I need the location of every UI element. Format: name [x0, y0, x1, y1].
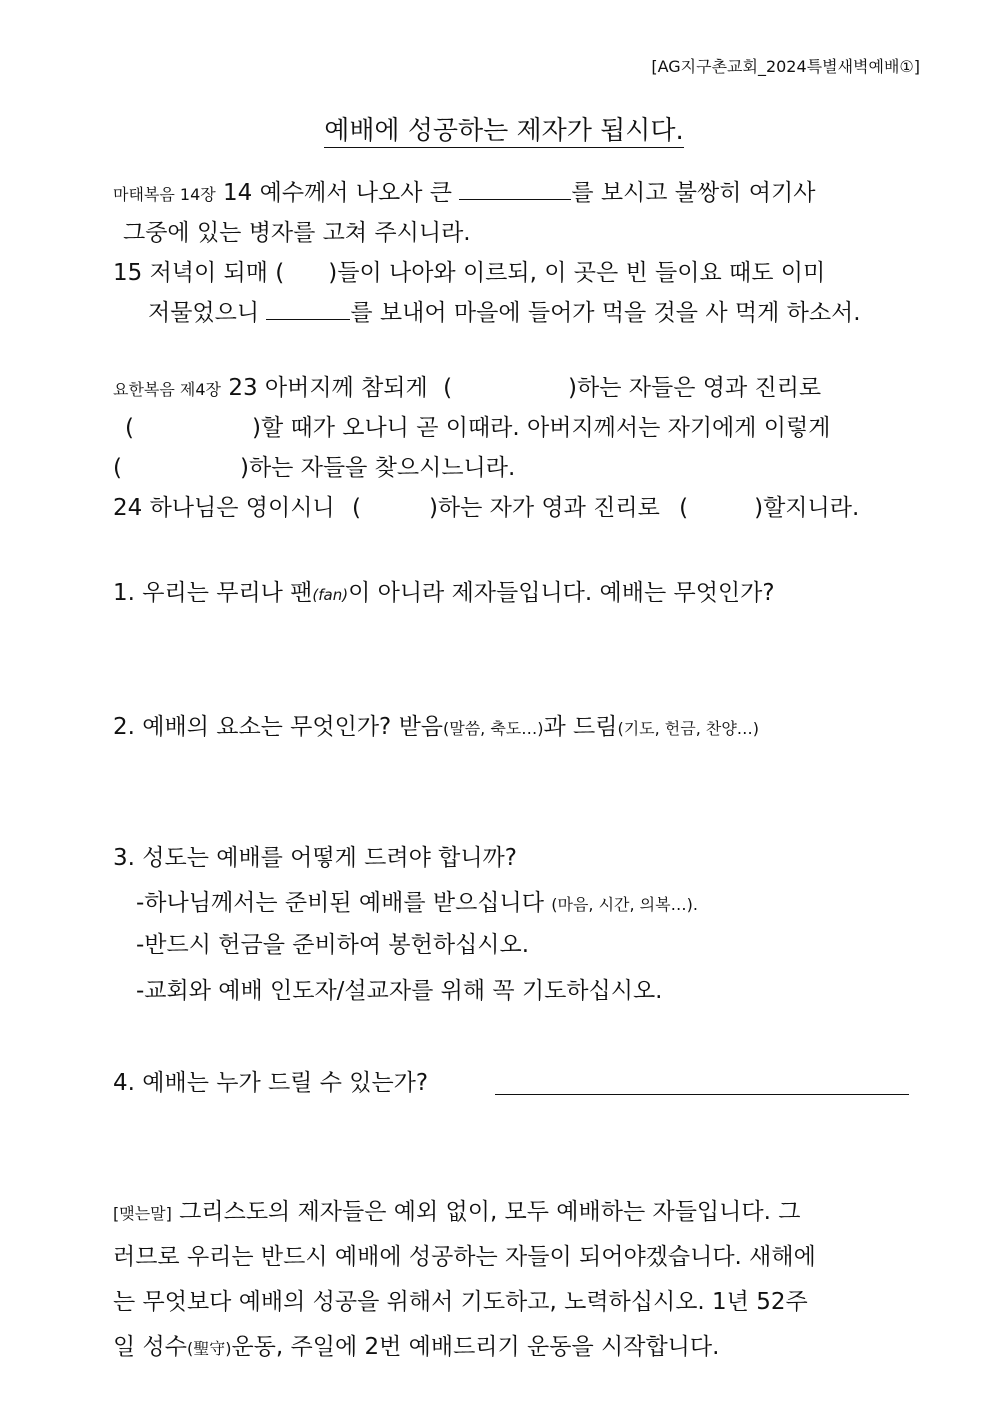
closing-label: [맺는말]: [113, 1204, 172, 1223]
answer-blank: [459, 181, 571, 200]
closing-line-1: [맺는말] 그리스도의 제자들은 예외 없이, 모두 예배하는 자들입니다. 그: [113, 1199, 801, 1225]
question-3-item-3: -교회와 예배 인도자/설교자를 위해 꼭 기도하십시오.: [136, 978, 663, 1004]
john-verse-23-cont2: ( )하는 자들을 찾으시느니라.: [113, 455, 516, 481]
closing-line-3: 는 무엇보다 예배의 성공을 위해서 기도하고, 노력하십시오. 1년 52주: [113, 1289, 808, 1315]
matthew-verse-14: 마태복음 14장 14 예수께서 나오사 큰 를 보시고 불쌍히 여기사: [113, 180, 816, 206]
question-3-item-1: -하나님께서는 준비된 예배를 받으십니다 (마음, 시간, 의복…).: [136, 890, 698, 916]
question-1: 1. 우리는 무리나 팬(fan)이 아니라 제자들입니다. 예배는 무엇인가?: [113, 580, 775, 606]
question-3-title: 3. 성도는 예배를 어떻게 드려야 합니까?: [113, 845, 517, 871]
question-4: 4. 예배는 누가 드릴 수 있는가?: [113, 1070, 429, 1096]
john-verse-23-cont1: ( )할 때가 오나니 곧 이때라. 아버지께서는 자기에게 이렇게: [125, 415, 831, 441]
john-ref: 요한복음 제4장: [113, 380, 222, 399]
document-header: [AG지구촌교회_2024특별새벽예배①]: [651, 57, 920, 76]
question-3-item-2: -반드시 헌금을 준비하여 봉헌하십시오.: [136, 932, 530, 958]
question-2: 2. 예배의 요소는 무엇인가? 받음(말씀, 축도…)과 드림(기도, 헌금, 찬양…): [113, 714, 760, 740]
page-title: 예배에 성공하는 제자가 됩시다.: [324, 116, 684, 146]
john-verse-23: 요한복음 제4장 23 아버지께 참되게 ( )하는 자들은 영과 진리로: [113, 375, 822, 401]
closing-line-4: 일 성수(聖守)운동, 주일에 2번 예배드리기 운동을 시작합니다.: [113, 1334, 720, 1360]
answer-line: [495, 1094, 909, 1095]
matthew-verse-15: 15 저녁이 되매 ( )들이 나아와 이르되, 이 곳은 빈 들이요 때도 이미: [113, 260, 826, 286]
matthew-verse-15-cont: 저물었으니 를 보내어 마을에 들어가 먹을 것을 사 먹게 하소서.: [148, 300, 861, 326]
answer-blank: [266, 301, 350, 320]
john-verse-24: 24 하나님은 영이시니 ( )하는 자가 영과 진리로 ( )할지니라.: [113, 495, 860, 521]
matthew-ref: 마태복음 14장: [113, 185, 216, 204]
matthew-verse-14-cont: 그중에 있는 병자를 고쳐 주시니라.: [123, 220, 471, 246]
closing-line-2: 러므로 우리는 반드시 예배에 성공하는 자들이 되어야겠습니다. 새해에: [113, 1244, 816, 1270]
